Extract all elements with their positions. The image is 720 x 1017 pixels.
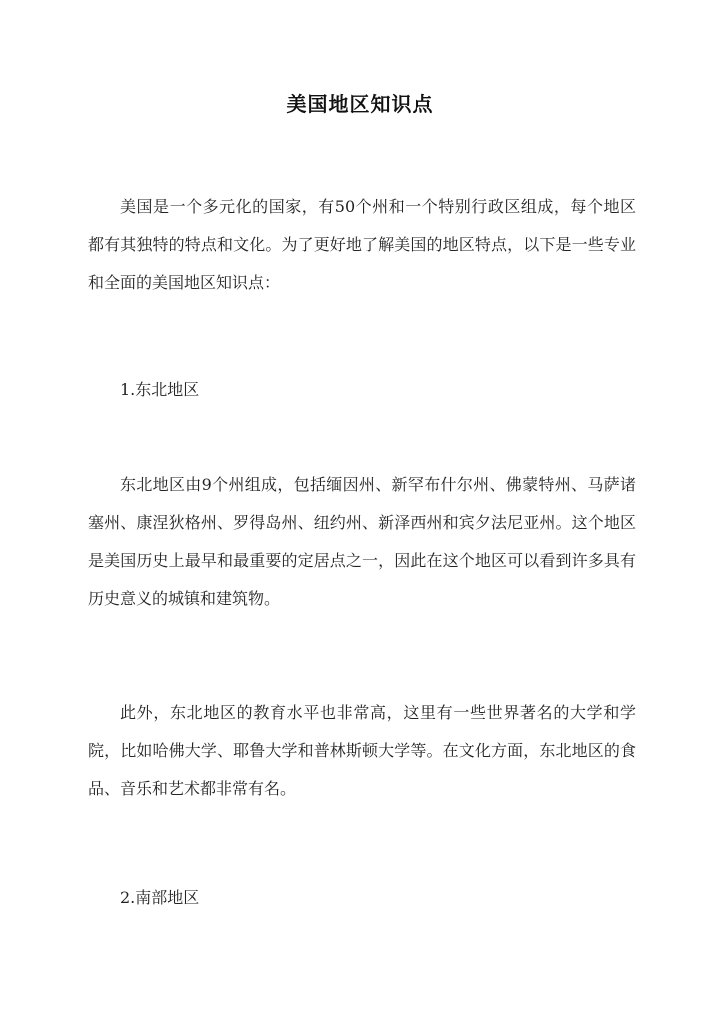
document-title: 美国地区知识点	[286, 92, 434, 116]
section-heading-south: 2.南部地区	[120, 888, 200, 907]
northeast-paragraph-1: 东北地区由9个州组成，包括缅因州、新罕布什尔州、佛蒙特州、马萨诸塞州、康涅狄格州、罗得岛州、纽约州、新泽西州和宾夕法尼亚州。这个地区是美国历史上最早和最重要的定居点之一，因此在这个地区可以看到许多具有历史意义的城镇和建筑物。	[88, 475, 636, 608]
northeast-paragraph-2: 此外，东北地区的教育水平也非常高，这里有一些世界著名的大学和学院，比如哈佛大学、耶鲁大学和普林斯顿大学等。在文化方面，东北地区的食品、音乐和艺术都非常有名。	[88, 703, 636, 798]
intro-paragraph: 美国是一个多元化的国家，有50个州和一个特别行政区组成，每个地区都有其独特的特点和文化。为了更好地了解美国的地区特点，以下是一些专业和全面的美国地区知识点：	[88, 197, 636, 292]
section-heading-northeast: 1.东北地区	[120, 380, 200, 399]
